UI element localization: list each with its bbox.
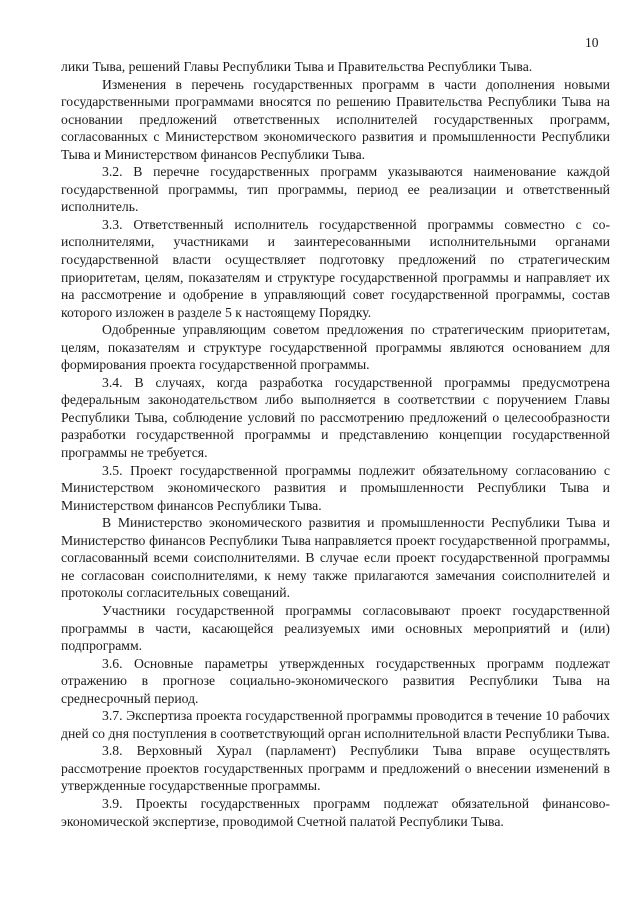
paragraph-3-4: 3.4. В случаях, когда разработка государственной программы предусмотрена федеральным законодательством либо выполняется в соответствии с поручением Главы Республики Тыва, соблюдение условий по рассмотрению предложений о целесообразности разработки государственной программы и представлению концепции государственной программы не требуется.	[61, 374, 610, 461]
paragraph-ministry-submission: В Министерство экономического развития и промышленности Республики Тыва и Министерство финансов Республики Тыва направляется проект государственной программы, согласованный всеми соисполнителями. В случае если проект государственной программы не согласован соисполнителями, к нему также прилагаются замечания соисполнителей и протоколы согласительных совещаний.	[61, 515, 610, 601]
paragraph-3-8: 3.8. Верховный Хурал (парламент) Республики Тыва вправе осуществлять рассмотрение проектов государственных программ и предложений о внесении изменений в утвержденные государственные программы.	[61, 743, 610, 794]
paragraph-3-6: 3.6. Основные параметры утвержденных государственных программ подлежат отражению в прогнозе социально-экономического развития Республики Тыва на среднесрочный период.	[61, 655, 610, 706]
body-text	[61, 58, 610, 830]
paragraph-3-3: 3.3. Ответственный исполнитель государственной программы совместно с соисполнителями, участниками и заинтересованными исполнительными органами государственной власти осуществляет подготовку предложений по стратегическим приоритетам, целям, показателям и структуре государственной программы и направляет их на рассмотрение и одобрение в управляющий совет государственной программы, состав которого изложен в разделе 5 к настоящему Порядку.	[61, 216, 610, 320]
paragraph-3-2: 3.2. В перечне государственных программ указываются наименование каждой государственной программы, тип программы, период ее реализации и ответственный исполнитель.	[61, 164, 610, 215]
paragraph-3-9: 3.9. Проекты государственных программ подлежат обязательной финансово-экономической экспертизе, проводимой Счетной палатой Республики Тыва.	[61, 795, 610, 829]
paragraph-3-5: 3.5. Проект государственной программы подлежит обязательному согласованию с Министерством экономического развития и промышленности Республики Тыва и Министерством финансов Республики Тыва.	[61, 462, 610, 513]
paragraph-program-list-changes: Изменения в перечень государственных программ в части дополнения новыми государственными программами вносятся по решению Правительства Республики Тыва на основании предложений ответственных исполнителей государственных программ, согласованных с Министерством экономического развития и промышленности Республики Тыва и Министерством финансов Республики Тыва.	[61, 76, 610, 162]
paragraph-participants-approval: Участники государственной программы согласовывают проект государственной программы в части, касающейся реализуемых ими основных мероприятий и (или) подпрограмм.	[61, 602, 610, 654]
paragraph-continuation: лики Тыва, решений Главы Республики Тыва и Правительства Республики Тыва.	[61, 59, 533, 74]
paragraph-3-7: 3.7. Экспертиза проекта государственной программы проводится в течение 10 рабочих дней со дня поступления в соответствующий орган исполнительной власти Республики Тыва.	[61, 708, 610, 741]
paragraph-approved-proposals: Одобренные управляющим советом предложения по стратегическим приоритетам, целям, показателям и структуре государственной программы являются основанием для формирования проекта государственной программы.	[61, 322, 610, 373]
page-number: 10	[585, 35, 599, 50]
